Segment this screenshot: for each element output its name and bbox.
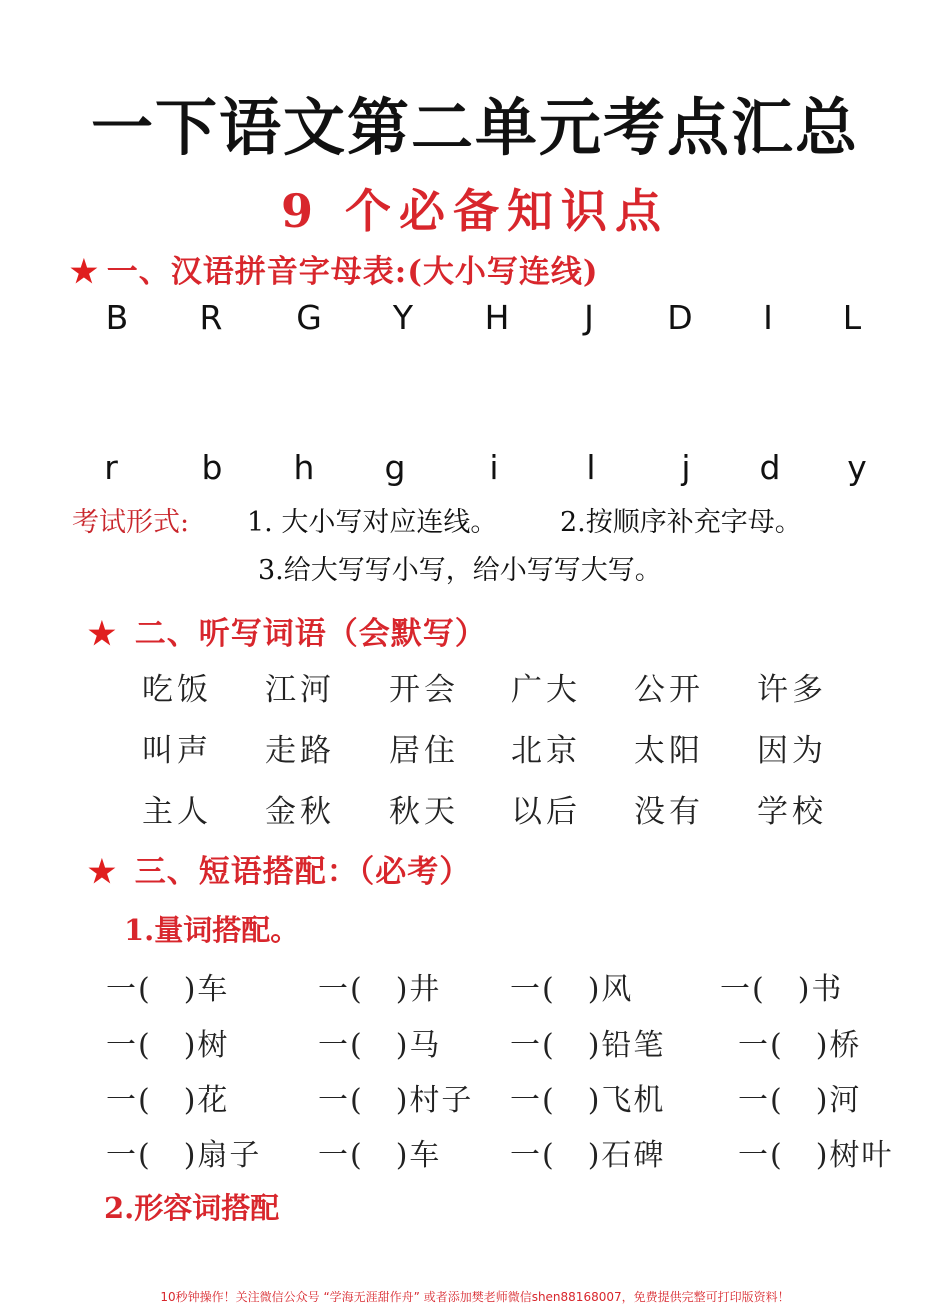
dictation-word: 主人 [142, 794, 212, 830]
exam-format-item-3: 3.给大写写小写，给小写写大写。 [258, 555, 662, 586]
page-title: 一下语文第二单元考点汇总 [90, 91, 859, 164]
star-icon: ★ [88, 616, 117, 652]
lowercase-letter: i [489, 448, 499, 487]
dictation-word: 以后 [511, 794, 581, 830]
page-subtitle: 9 个必备知识点 [280, 184, 670, 238]
measure-word-item: 一( )书 [720, 972, 844, 1007]
exam-format-item-1: 1. 大小写对应连线。 [247, 507, 498, 538]
dictation-word: 北京 [511, 733, 581, 769]
measure-word-item: 一( )桥 [738, 1028, 862, 1063]
dictation-word: 因为 [757, 733, 827, 769]
uppercase-letter: Y [392, 298, 414, 337]
section-3-heading [88, 846, 471, 891]
lowercase-letter: b [201, 448, 223, 487]
uppercase-letter: R [199, 298, 223, 337]
measure-word-item: 一( )车 [318, 1138, 442, 1173]
section-3-title: 三、短语搭配：（必考） [134, 854, 472, 890]
uppercase-letter: L [842, 298, 862, 337]
measure-word-item: 一( )石碑 [510, 1138, 666, 1173]
dictation-word: 广大 [511, 672, 581, 708]
star-icon: ★ [70, 254, 99, 290]
section-2-heading [88, 608, 487, 653]
dictation-word: 开会 [389, 672, 459, 708]
dictation-word: 公开 [634, 672, 704, 708]
measure-word-item: 一( )村子 [318, 1083, 474, 1118]
subsection-adjectives: 2.形容词搭配 [104, 1191, 280, 1225]
measure-word-item: 一( )飞机 [510, 1083, 666, 1118]
section-1-heading [70, 246, 599, 291]
measure-word-item: 一( )井 [318, 972, 442, 1007]
measure-word-item: 一( )车 [106, 972, 230, 1007]
measure-word-item: 一( )树叶 [738, 1138, 894, 1173]
dictation-word: 金秋 [265, 794, 335, 830]
measure-word-item: 一( )马 [318, 1028, 442, 1063]
dictation-word: 叫声 [142, 733, 212, 769]
lowercase-letter: d [759, 448, 781, 487]
measure-word-item: 一( )扇子 [106, 1138, 262, 1173]
lowercase-letter: j [681, 448, 691, 487]
footer-note: 10秒钟操作！关注微信公众号 “学海无涯甜作舟” 或者添加樊老师微信shen88168007，免费提供完整可打印版资料！ [160, 1290, 790, 1304]
uppercase-letter: G [296, 298, 322, 337]
measure-word-item: 一( )花 [106, 1083, 230, 1118]
lowercase-letter: y [847, 448, 867, 487]
section-1-title: 一、汉语拼音字母表:(大小写连线) [106, 254, 599, 290]
dictation-word: 秋天 [389, 794, 459, 830]
dictation-word: 许多 [757, 672, 827, 708]
uppercase-letter: B [105, 298, 129, 337]
subsection-measure-words: 1.量词搭配。 [124, 913, 300, 947]
star-icon: ★ [88, 854, 117, 890]
measure-word-item: 一( )铅笔 [510, 1028, 666, 1063]
measure-word-item: 一( )河 [738, 1083, 862, 1118]
uppercase-letter: D [667, 298, 693, 337]
lowercase-letter: l [586, 448, 596, 487]
dictation-word: 走路 [265, 733, 335, 769]
uppercase-letter: J [584, 298, 594, 337]
dictation-word: 太阳 [634, 733, 704, 769]
dictation-word: 吃饭 [142, 672, 212, 708]
lowercase-letter: r [104, 448, 118, 487]
measure-word-item: 一( )风 [510, 972, 634, 1007]
exam-format-item-2: 2.按顺序补充字母。 [560, 507, 802, 538]
measure-word-item: 一( )树 [106, 1028, 230, 1063]
dictation-word: 居住 [389, 733, 459, 769]
exam-format-label: 考试形式: [72, 507, 190, 538]
section-2-title: 二、听写词语（会默写） [134, 616, 487, 652]
dictation-word: 学校 [757, 794, 827, 830]
lowercase-letter: g [384, 448, 406, 487]
dictation-word: 没有 [634, 794, 704, 830]
uppercase-letter: I [763, 298, 773, 337]
uppercase-letter: H [484, 298, 510, 337]
lowercase-letter: h [293, 448, 315, 487]
dictation-word: 江河 [265, 672, 335, 708]
